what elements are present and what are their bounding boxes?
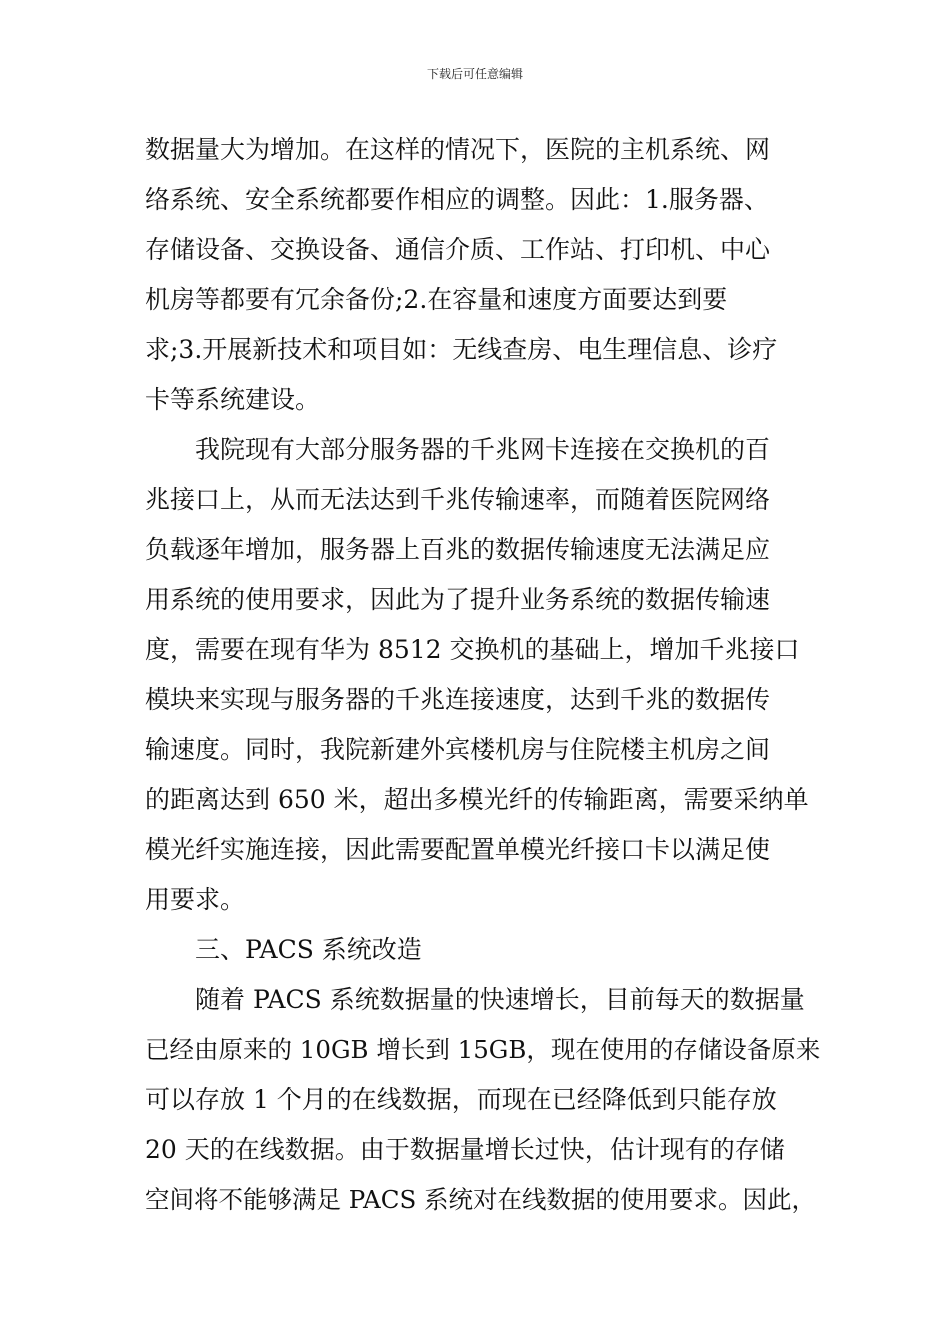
paragraph-line: 的距离达到 650 米，超出多模光纤的传输距离，需要采纳单: [145, 785, 809, 814]
paragraph-line: 模块来实现与服务器的千兆连接速度，达到千兆的数据传: [145, 685, 771, 714]
paragraph-line: 可以存放 1 个月的在线数据，而现在已经降低到只能存放: [145, 1085, 777, 1114]
page-header: 下载后可任意编辑: [426, 67, 523, 81]
paragraph-line: 已经由原来的 10GB 增长到 15GB，现在使用的存储设备原来: [145, 1035, 821, 1064]
paragraph-line: 输速度。同时，我院新建外宾楼机房与住院楼主机房之间: [145, 735, 771, 764]
section-heading: 三、PACS 系统改造: [195, 935, 422, 964]
paragraph-line: 用系统的使用要求，因此为了提升业务系统的数据传输速: [145, 585, 771, 614]
paragraph-line: 负载逐年增加，服务器上百兆的数据传输速度无法满足应: [145, 535, 771, 564]
paragraph-line: 20 天的在线数据。由于数据量增长过快，估计现有的存储: [145, 1135, 785, 1164]
paragraph-line: 存储设备、交换设备、通信介质、工作站、打印机、中心: [145, 235, 771, 264]
paragraph-line: 模光纤实施连接，因此需要配置单模光纤接口卡以满足使: [145, 835, 771, 864]
paragraph-line: 络系统、安全系统都要作相应的调整。因此：1.服务器、: [145, 185, 769, 214]
paragraph-line: 兆接口上，从而无法达到千兆传输速率，而随着医院网络: [145, 485, 771, 514]
paragraph-line: 随着 PACS 系统数据量的快速增长，目前每天的数据量: [195, 985, 805, 1014]
paragraph-line: 求;3.开展新技术和项目如：无线查房、电生理信息、诊疗: [145, 335, 778, 364]
paragraph-line: 用要求。: [145, 885, 246, 914]
paragraph-line: 空间将不能够满足 PACS 系统对在线数据的使用要求。因此，: [145, 1185, 817, 1214]
paragraph-line: 机房等都要有冗余备份;2.在容量和速度方面要达到要: [145, 285, 728, 314]
paragraph-line: 卡等系统建设。: [145, 385, 321, 414]
paragraph-line: 我院现有大部分服务器的千兆网卡连接在交换机的百: [195, 435, 771, 464]
paragraph-line: 度，需要在现有华为 8512 交换机的基础上，增加千兆接口: [145, 635, 800, 664]
paragraph-line: 数据量大为增加。在这样的情况下，医院的主机系统、网: [145, 135, 771, 164]
